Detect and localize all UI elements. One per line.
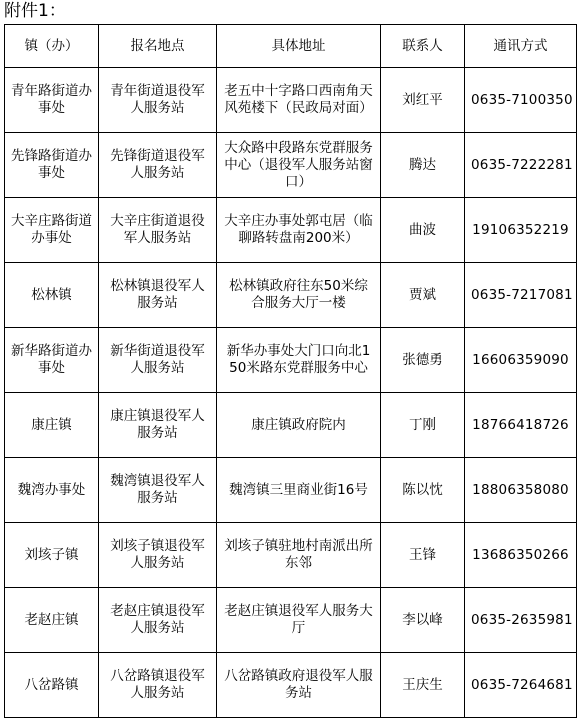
cell-phone: 19106352219 [465, 198, 577, 263]
table-row [5, 653, 577, 718]
cell-site: 刘垓子镇退役军人服务站 [99, 523, 217, 588]
cell-contact: 张德勇 [381, 328, 465, 393]
cell-contact: 王庆生 [381, 653, 465, 718]
table-row [5, 523, 577, 588]
cell-address: 老赵庄镇退役军人服务大厅 [217, 588, 381, 653]
cell-phone: 0635-7100350 [465, 68, 577, 133]
cell-contact: 贾斌 [381, 263, 465, 328]
header-phone: 通讯方式 [465, 25, 577, 68]
cell-town: 八岔路镇 [5, 653, 99, 718]
cell-contact: 陈以忱 [381, 458, 465, 523]
table-row [5, 588, 577, 653]
table-row [5, 198, 577, 263]
table-row [5, 328, 577, 393]
table-row [5, 68, 577, 133]
cell-phone: 0635-2635981 [465, 588, 577, 653]
header-town: 镇（办） [5, 25, 99, 68]
header-site: 报名地点 [99, 25, 217, 68]
cell-contact: 刘红平 [381, 68, 465, 133]
cell-site: 松林镇退役军人服务站 [99, 263, 217, 328]
cell-site: 新华街道退役军人服务站 [99, 328, 217, 393]
cell-phone: 16606359090 [465, 328, 577, 393]
header-contact: 联系人 [381, 25, 465, 68]
cell-contact: 曲波 [381, 198, 465, 263]
table-row [5, 263, 577, 328]
cell-address: 老五中十字路口西南角天风苑楼下（民政局对面） [217, 68, 381, 133]
cell-address: 八岔路镇政府退役军人服务站 [217, 653, 381, 718]
cell-town: 刘垓子镇 [5, 523, 99, 588]
cell-contact: 腾达 [381, 133, 465, 198]
cell-site: 康庄镇退役军人服务站 [99, 393, 217, 458]
cell-address: 大辛庄办事处郭屯居（临聊路转盘南200米） [217, 198, 381, 263]
cell-phone: 18766418726 [465, 393, 577, 458]
cell-town: 康庄镇 [5, 393, 99, 458]
header-address: 具体地址 [217, 25, 381, 68]
cell-site: 八岔路镇退役军人服务站 [99, 653, 217, 718]
cell-phone: 0635-7264681 [465, 653, 577, 718]
cell-contact: 王锋 [381, 523, 465, 588]
cell-address: 康庄镇政府院内 [217, 393, 381, 458]
attachment-title: 附件1： [4, 1, 66, 21]
cell-phone: 0635-7222281 [465, 133, 577, 198]
cell-phone: 0635-7217081 [465, 263, 577, 328]
cell-site: 先锋街道退役军人服务站 [99, 133, 217, 198]
cell-address: 魏湾镇三里商业街16号 [217, 458, 381, 523]
cell-contact: 丁刚 [381, 393, 465, 458]
table-header-row [5, 25, 577, 68]
service-station-table [4, 24, 577, 718]
cell-town: 新华路街道办事处 [5, 328, 99, 393]
cell-town: 魏湾办事处 [5, 458, 99, 523]
cell-address: 刘垓子镇驻地村南派出所东邻 [217, 523, 381, 588]
cell-town: 松林镇 [5, 263, 99, 328]
cell-site: 老赵庄镇退役军人服务站 [99, 588, 217, 653]
table-row [5, 458, 577, 523]
cell-address: 松林镇政府往东50米综合服务大厅一楼 [217, 263, 381, 328]
cell-town: 老赵庄镇 [5, 588, 99, 653]
cell-town: 先锋路街道办事处 [5, 133, 99, 198]
cell-town: 大辛庄路街道办事处 [5, 198, 99, 263]
cell-contact: 李以峰 [381, 588, 465, 653]
table-row [5, 133, 577, 198]
cell-phone: 13686350266 [465, 523, 577, 588]
cell-town: 青年路街道办事处 [5, 68, 99, 133]
cell-address: 大众路中段路东党群服务中心（退役军人服务站窗口） [217, 133, 381, 198]
cell-site: 青年街道退役军人服务站 [99, 68, 217, 133]
cell-address: 新华办事处大门口向北150米路东党群服务中心 [217, 328, 381, 393]
cell-phone: 18806358080 [465, 458, 577, 523]
cell-site: 大辛庄街道退役军人服务站 [99, 198, 217, 263]
table-row [5, 393, 577, 458]
cell-site: 魏湾镇退役军人服务站 [99, 458, 217, 523]
